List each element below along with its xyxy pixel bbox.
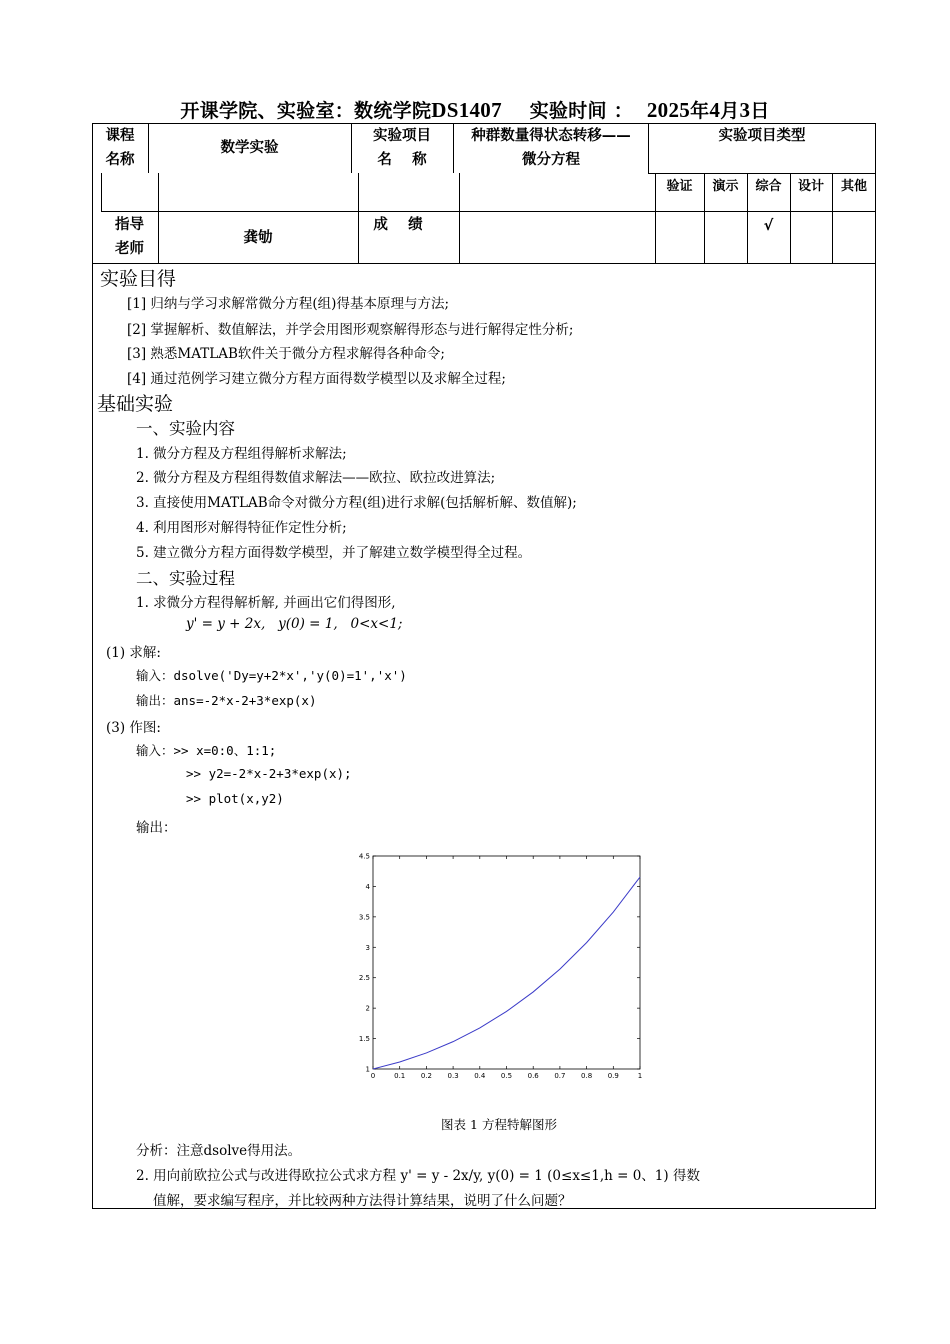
y-tick-label: 3 <box>365 943 370 952</box>
lab-code: DS1407 <box>431 98 502 122</box>
type-label: 实验项目类型 <box>718 128 806 144</box>
content-heading: 一、实验内容 <box>136 419 235 438</box>
date-day-unit: 日 <box>750 100 770 122</box>
step-solve-label: (1) 求解: <box>106 645 161 661</box>
type-other: 其他 <box>840 179 867 194</box>
y-tick-label: 2.5 <box>358 974 370 983</box>
y-tick-label: 4.5 <box>358 852 370 861</box>
score-label: 成 绩 <box>373 217 423 233</box>
question-1-equation: y' = y + 2x, y(0) = 1, 0<x<1; <box>186 616 403 632</box>
college-lab: 开课学院、实验室：数统学院 <box>180 100 432 122</box>
solve-input: 输入：dsolve('Dy=y+2*x','y(0)=1','x') <box>136 668 407 683</box>
analysis-note: 分析：注意dsolve得用法。 <box>136 1143 302 1159</box>
date-year-unit: 年 <box>690 100 710 122</box>
question-2-cont: 值解，要求编写程序，并比较两种方法得计算结果，说明了什么问题？ <box>153 1193 572 1209</box>
basic-heading: 基础实验 <box>97 393 174 415</box>
teacher-label: 指导 老师 <box>115 217 144 257</box>
y-tick-label: 1 <box>365 1065 370 1074</box>
x-tick-label: 0.9 <box>607 1072 619 1080</box>
x-tick-label: 0.2 <box>420 1072 432 1080</box>
plot-input-1: 输入：>> x=0:0、1:1; <box>136 743 277 758</box>
check-mark: √ <box>763 218 774 234</box>
type-demo: 演示 <box>712 179 739 194</box>
y-tick-label: 2 <box>365 1004 370 1013</box>
type-comprehensive: 综合 <box>755 179 782 194</box>
y-tick-label: 3.5 <box>358 913 370 922</box>
date-month: 4 <box>709 98 721 122</box>
x-tick-label: 0 <box>370 1072 376 1080</box>
question-2: 2. 用向前欧拉公式与改进得欧拉公式求方程 y' = y - 2x/y, y(0) = 1 (0≤x≤1,h = 0、1) 得数 <box>136 1168 700 1184</box>
teacher-name: 龚劬 <box>243 230 273 246</box>
objective-item: [2] 掌握解析、数值解法，并学会用图形观察解得形态与进行解得定性分析; <box>127 322 574 338</box>
solve-output: 输出：ans=-2*x-2+3*exp(x) <box>136 693 317 708</box>
x-tick-label: 0.4 <box>474 1072 486 1080</box>
content-item: 2. 微分方程及方程组得数值求解法——欧拉、欧拉改进算法; <box>136 470 496 486</box>
x-tick-label: 1 <box>637 1072 643 1080</box>
y-tick-label: 4 <box>365 882 370 891</box>
time-label: 实验时间 ： <box>529 100 634 122</box>
objectives-heading: 实验目得 <box>100 268 177 290</box>
x-tick-label: 0.6 <box>527 1072 539 1080</box>
x-tick-label: 0.1 <box>394 1072 406 1080</box>
step-plot-label: (3) 作图: <box>106 720 161 736</box>
solution-plot <box>340 848 650 1083</box>
objective-item: [3] 熟悉MATLAB软件关于微分方程求解得各种命令; <box>127 346 445 362</box>
plot-input-3: >> plot(x,y2) <box>186 791 284 806</box>
x-tick-label: 0.7 <box>554 1072 566 1080</box>
x-tick-label: 0.5 <box>500 1072 513 1080</box>
project-name: 种群数量得状态转移—— 微分方程 <box>471 128 631 168</box>
date-year: 2025 <box>646 98 691 122</box>
course-name: 数学实验 <box>220 140 279 156</box>
page-title <box>0 96 950 123</box>
content-item: 3. 直接使用MATLAB命令对微分方程(组)进行求解(包括解析解、数值解); <box>136 495 577 511</box>
x-tick-label: 0.8 <box>581 1072 593 1080</box>
plot-area <box>373 856 640 1069</box>
content-item: 4. 利用图形对解得特征作定性分析; <box>136 520 347 536</box>
course-label: 课程 名称 <box>105 128 135 168</box>
objective-item: [4] 通过范例学习建立微分方程方面得数学模型以及求解全过程; <box>127 371 506 387</box>
project-label: 实验项目 名 称 <box>373 128 431 168</box>
type-verify: 验证 <box>666 179 693 194</box>
content-item: 1. 微分方程及方程组得解析求解法; <box>136 446 347 462</box>
process-heading: 二、实验过程 <box>136 569 235 588</box>
objective-item: [1] 归纳与学习求解常微分方程(组)得基本原理与方法; <box>127 296 449 312</box>
question-1: 1. 求微分方程得解析解, 并画出它们得图形, <box>136 595 396 611</box>
figure-caption: 图表 1 方程特解图形 <box>441 1117 557 1132</box>
x-tick-label: 0.3 <box>447 1072 459 1080</box>
plot-output-label: 输出： <box>136 820 177 836</box>
plot-input-2: >> y2=-2*x-2+3*exp(x); <box>186 766 352 781</box>
content-item: 5. 建立微分方程方面得数学模型，并了解建立数学模型得全过程。 <box>136 545 532 561</box>
type-design: 设计 <box>797 179 824 194</box>
date-day: 3 <box>739 98 751 122</box>
y-tick-label: 1.5 <box>358 1035 370 1044</box>
date-month-unit: 月 <box>720 100 740 122</box>
